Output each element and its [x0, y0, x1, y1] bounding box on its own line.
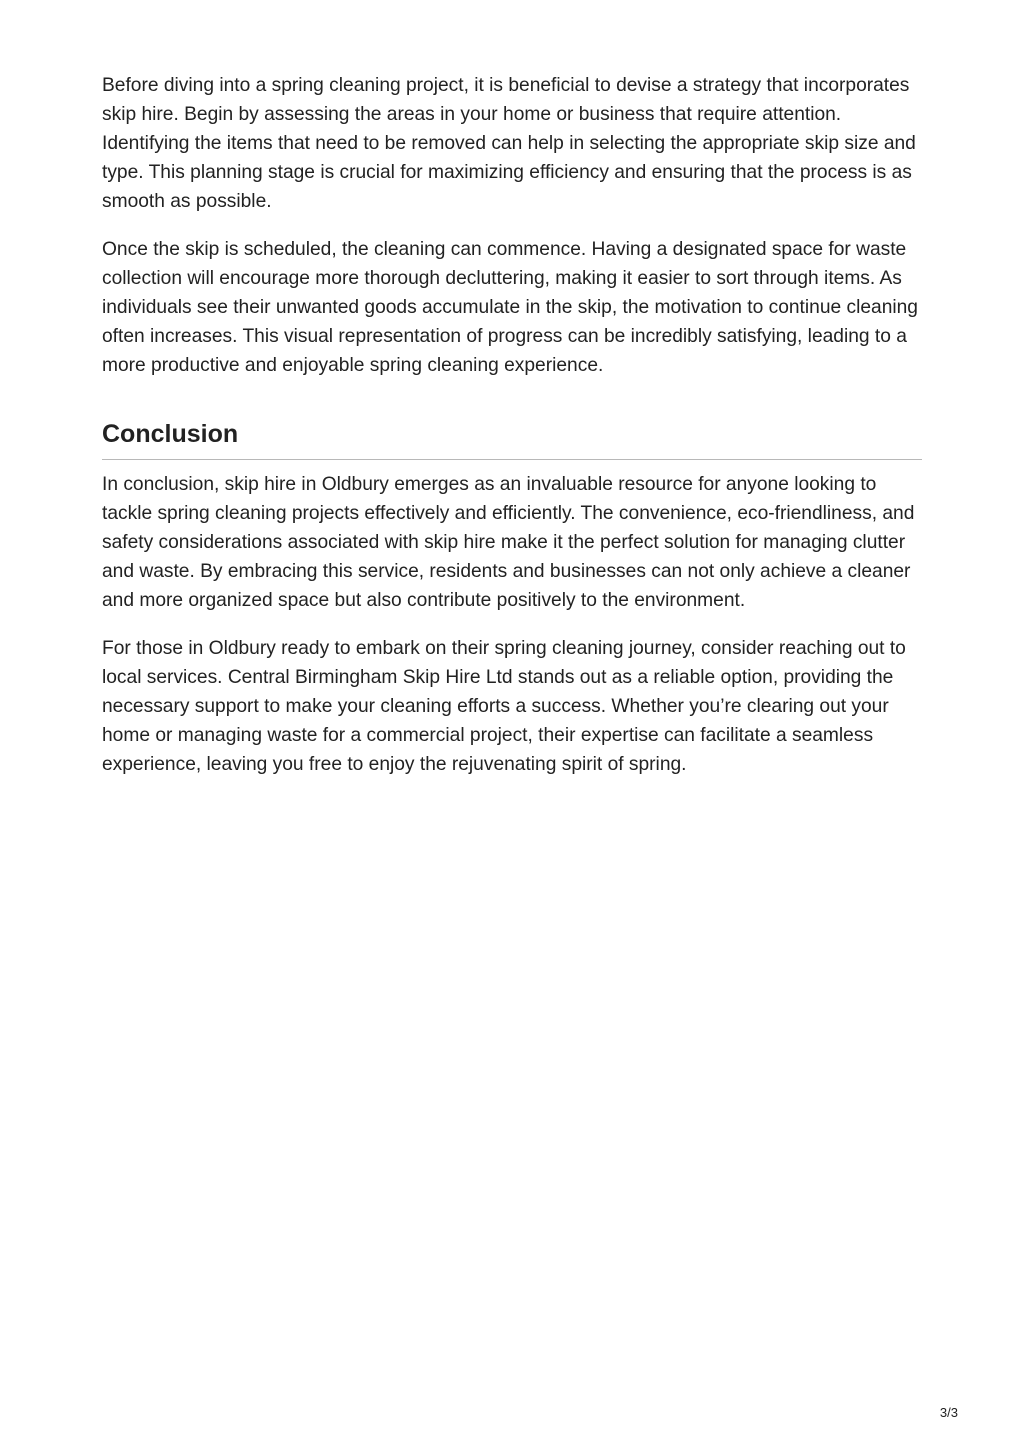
conclusion-paragraph-services: For those in Oldbury ready to embark on their spring cleaning journey, consider reaching out to local services. Central Birmingham Skip Hire Ltd stands out as a reliable option, providing the necessary support to make your cleaning efforts a success. Whether you’re clearing out your home or managing waste for a commercial project, their expertise can facilitate a seamless experience, leaving you free to enjoy the rejuvenating spirit of spring. [102, 638, 906, 775]
intro-paragraph-cleaning: Once the skip is scheduled, the cleaning can commence. Having a designated space for waste collection will encourage more thorough decluttering, making it easier to sort through items. As individuals see their unwanted goods accumulate in the skip, the motivation to continue cleaning often increases. This visual representation of progress can be incredibly satisfying, leading to a more productive and enjoyable spring cleaning experience. [102, 239, 918, 376]
page-number: 3/3 [939, 1405, 958, 1420]
intro-paragraph-planning: Before diving into a spring cleaning project, it is beneficial to devise a strategy that incorporates skip hire. Begin by assessing the areas in your home or business that require attention. Identifying the items that need to be removed can help in selecting the appropriate skip size and type. This planning stage is crucial for maximizing efficiency and ensuring that the process is as smooth as possible. [102, 75, 916, 212]
conclusion-paragraph-summary: In conclusion, skip hire in Oldbury emerges as an invaluable resource for anyone looking to tackle spring cleaning projects effectively and efficiently. The convenience, eco-friendliness, and safety considerations associated with skip hire make it the perfect solution for managing clutter and waste. By embracing this service, residents and businesses can not only achieve a cleaner and more organized space but also contribute positively to the environment. [102, 474, 915, 611]
document-body [102, 71, 928, 798]
conclusion-heading: Conclusion [102, 420, 239, 448]
heading-divider [102, 459, 922, 460]
